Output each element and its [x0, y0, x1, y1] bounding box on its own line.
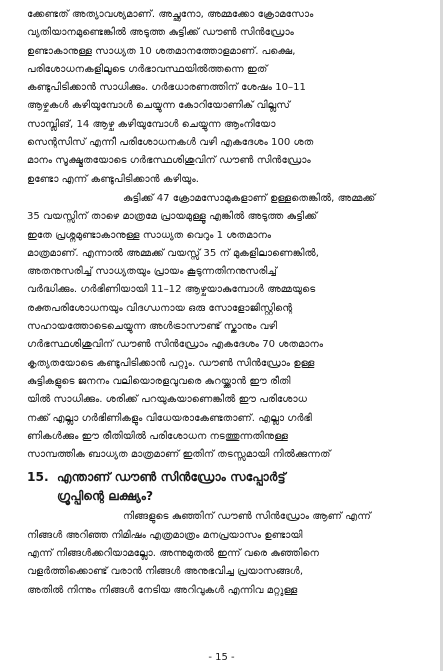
page-number: - 15 -: [208, 652, 235, 663]
paragraph-recurrence-risk: കുട്ടിക്ക് 47 ക്രോമസോമുകളാണ് ഉള്ളതെങ്കിൽ, അമ്മക്ക് 35 വയസ്സിന് താഴെ മാത്രമേ പ്രായമുള്ളൂ എങ്കിൽ അടുത്ത കുട്ടിക്ക് ഇതേ പ്രശ്നമുണ്ടാകാനുള്ള സാധ്യത വെറും 1 ശതമാനം മാത്രമാണ്. എന്നാൽ അമ്മക്ക് വയസ്സ് 35 ന് മുകളിലാണെങ്കിൽ, അതനുസരിച്ച് സാധ്യതയും പ്രായം കൂടുന്നതിനനുസരിച്ച് വർദ്ധിക്കും. ഗർഭിണിയായി 11–12 ആഴ്ചയാകുമ്പോൾ അമ്മയുടെ രക്തപരിശോധനയും വിദഗ്ധനായ ഒരു സോളോജിസ്റ്റിന്റെ സഹായത്തോടെചെയ്യുന്ന അൾട്രാസൗണ്ട് സ്കാനും വഴി ഗർഭസ്ഥശിശുവിന് ഡൗൺ സിൻഡ്രോം എകദേശം 70 ശതമാനം കൃത്യതയോടെ കണ്ടുപിടിക്കാൻ പറ്റും. ഡൗൺ സിൻഡ്രോം ഉള്ള കുട്ടികളുടെ ജനനം വലിയൊരളവുവരെ കുറയ്ക്കാൻ ഈ രീതി യിൽ സാധിക്കും. ശരിക്ക് പറയുകയാണെങ്കിൽ ഈ പരിശോധ നക്ക് എല്ലാ ഗർഭിണികളും വിധേയരാകേണ്ടതാണ്. എല്ലാ ഗർഭി ണികൾക്കും ഈ രീതിയിൽ പരിശോധന നടത്തുന്നതിനുള്ള സാമ്പത്തിക ബാധ്യത മാത്രമാണ് ഇതിന് തടസ്സമായി നിൽക്കുന്നത്: [27, 192, 376, 461]
paragraph-prenatal-testing: ക്കേണ്ടത് അത്യാവശ്യമാണ്. അച്ഛനോ, അമ്മക്കോ ക്രോമസോം വ്യതിയാനമുണ്ടെങ്കിൽ അടുത്ത കുട്ടിക്ക് ഡൗൺ സിൻഡ്രോം ഉണ്ടാകാനുള്ള സാധ്യത 10 ശതമാനത്തോളമാണ്. പക്ഷെ, പരിശോധനകളിലൂടെ ഗർഭാവസ്ഥയിൽത്തന്നെ ഇത് കണ്ടുപിടിക്കാൻ സാധിക്കും. ഗർഭധാരണത്തിന് ശേഷം 10–11 ആഴ്ചകൾ കഴിയുമ്പോൾ ചെയ്യുന്ന കോറിയോണിക് വില്ലസ് സാമ്പ്ലിങ്, 14 ആഴ്ച കഴിയുമ്പോൾ ചെയ്യുന്ന ആംനിയോ സെന്റസിസ് എന്നീ പരിശോധനകൾ വഴി എകദേശം 100 ശത മാനം സൂക്ഷ്മതയോടെ ഗർഭസ്ഥശിശുവിന് ഡൗൺ സിൻഡ്രോം ഉണ്ടോ എന്ന് കണ്ടുപിടിക്കാൻ കഴിയും.: [27, 9, 314, 185]
section-number: 15.: [27, 470, 49, 485]
section-title: എന്താണ് ഡൗൺ സിൻഡ്രോം സപ്പോർട്ട് ഗ്രൂപ്പിന്റെ ലക്ഷ്യം?: [57, 470, 286, 504]
section-heading: [27, 468, 425, 506]
paragraph-support-group: നിങ്ങളുടെ കുഞ്ഞിന് ഡൗൺ സിൻഡ്രോം ആണ് എന്ന് നിങ്ങൾ അറിഞ്ഞ നിമിഷം എത്രമാത്രം മനപ്രയാസം ഉണ്ടായി എന്ന് നിങ്ങൾക്കറിയാമല്ലോ. അന്നുമുതൽ ഇന്ന് വരെ കുഞ്ഞിനെ വളർത്തിക്കൊണ്ട് വരാൻ നിങ്ങൾ അനുഭവിച്ച പ്രയാസങ്ങൾ, അതിൽ നിന്നും നിങ്ങൾ നേടിയ അറിവുകൾ എന്നിവ മറ്റുള്ള: [27, 511, 371, 596]
